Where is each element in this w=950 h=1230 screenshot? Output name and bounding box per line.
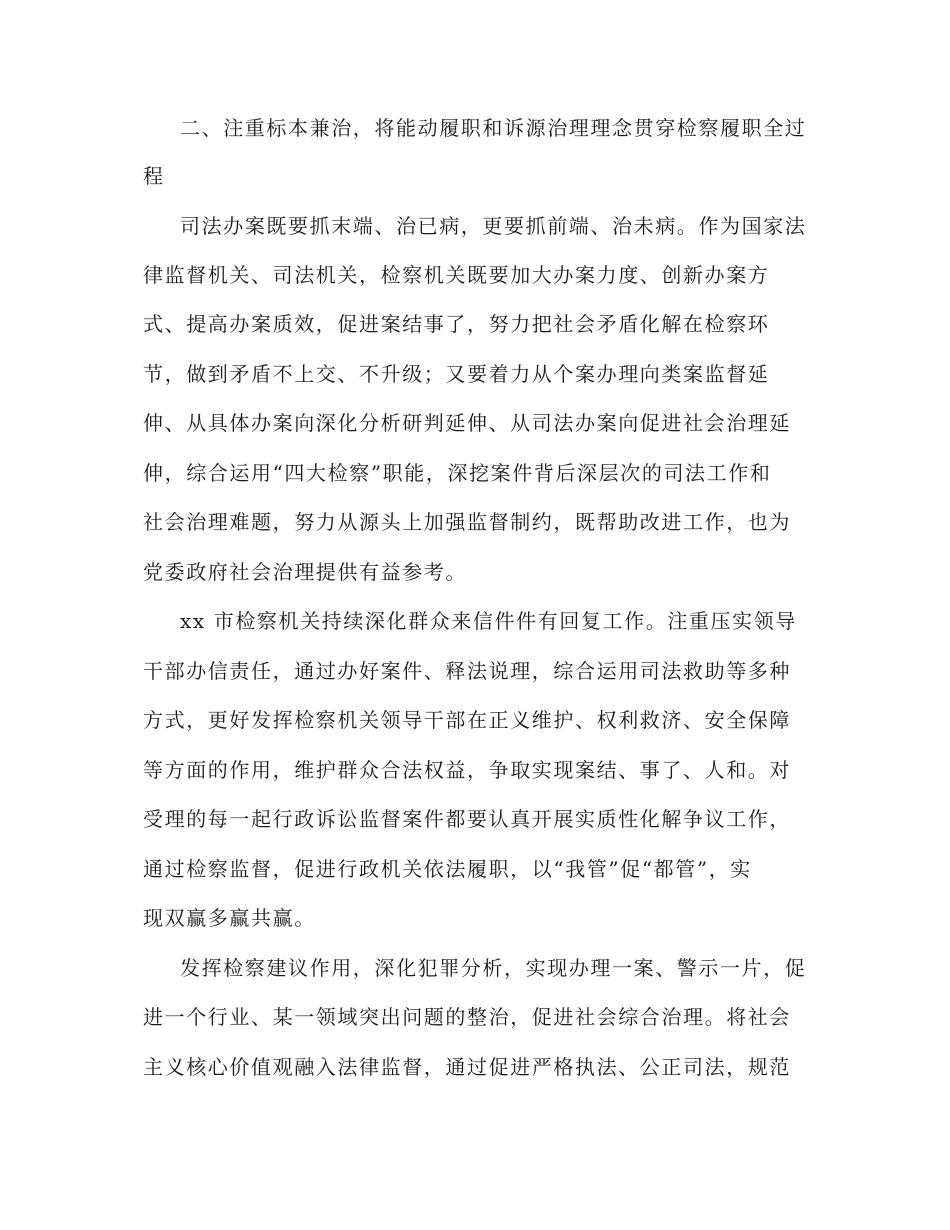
paragraph-3-line-1: 发挥检察建议作用，深化犯罪分析，实现办理一案、警示一片，促: [180, 956, 807, 980]
paragraph-1-line-1: 司法办案既要抓末端、治已病，更要抓前端、治未病。作为国家法: [180, 214, 807, 238]
section-heading-line-1: 二、注重标本兼治，将能动履职和诉源治理理念贯穿检察履职全过: [180, 116, 807, 140]
paragraph-1-line-8: 党委政府社会治理提供有益参考。: [143, 560, 467, 584]
paragraph-2-line-5: 受理的每一起行政诉讼监督案件都要认真开展实质性化解争议工作，: [143, 807, 791, 831]
paragraph-1-line-3: 式、提高办案质效，促进案结事了，努力把社会矛盾化解在检察环: [143, 312, 770, 336]
paragraph-3-line-2: 进一个行业、某一领域突出问题的整治，促进社会综合治理。将社会: [143, 1005, 791, 1029]
paragraph-2-line-1: xx 市检察机关持续深化群众来信件件有回复工作。注重压实领导: [180, 609, 797, 633]
paragraph-2-line-2: 干部办信责任，通过办好案件、释法说理，综合运用司法救助等多种: [143, 659, 791, 683]
section-heading-line-2: 程: [143, 164, 165, 188]
paragraph-2-line-7: 现双赢多赢共赢。: [143, 906, 316, 930]
paragraph-2-line-4: 等方面的作用，维护群众合法权益，争取实现案结、事了、人和。对: [143, 758, 791, 782]
paragraph-1-line-4: 节，做到矛盾不上交、不升级；又要着力从个案办理向类案监督延: [143, 362, 770, 386]
paragraph-1-line-6: 伸，综合运用“四大检察”职能，深挖案件背后深层次的司法工作和: [143, 461, 772, 485]
paragraph-1-line-2: 律监督机关、司法机关，检察机关既要加大办案力度、创新办案方: [143, 263, 770, 287]
paragraph-1-line-7: 社会治理难题，努力从源头上加强监督制约，既帮助改进工作，也为: [143, 510, 791, 534]
paragraph-3-line-3: 主义核心价值观融入法律监督，通过促进严格执法、公正司法，规范: [143, 1055, 791, 1079]
paragraph-2-line-3: 方式，更好发挥检察机关领导干部在正义维护、权利救济、安全保障: [143, 708, 791, 732]
paragraph-2-line-6: 通过检察监督，促进行政机关依法履职，以“我管”促“都管”，实: [143, 857, 752, 881]
paragraph-1-line-5: 伸、从具体办案向深化分析研判延伸、从司法办案向促进社会治理延: [143, 411, 791, 435]
